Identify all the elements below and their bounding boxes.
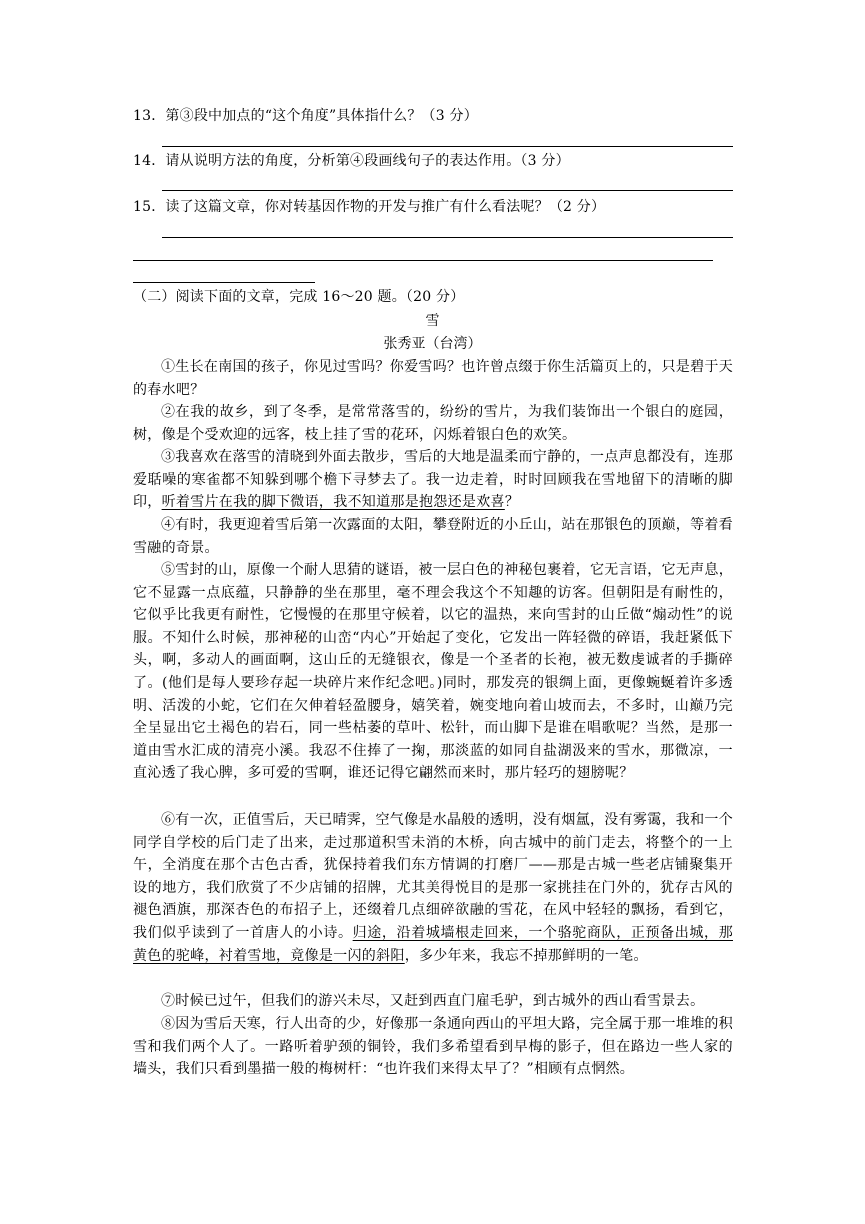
paragraph-3-text: ③我喜欢在落雪的清晓到外面去散步，雪后的大地是温柔而宁静的，一点声息都没有，连那爱聒噪的寒雀都不知躲到哪个檐下寻梦去了。我一边走着，时时回顾我在雪地留下的清晰的脚印， — [133, 449, 733, 511]
question-15 — [133, 196, 605, 218]
paragraph-5: ⑤雪封的山，原像一个耐人思猜的谜语，被一层白色的神秘包裹着，它无言语，它无声息，它不显露一点底蕴，只静静的坐在那里，毫不理会我这个不知趣的访客。但朝阳是有耐性的，它似乎比我更有耐性，它慢慢的在那里守候着，以它的温热，来向雪封的山丘做“煽动性”的说服。不知什么时候，那神秘的山峦“内心”开始起了变化，它发出一阵轻微的碎语，我赶紧低下头，啊，多动人的画面啊，这山丘的无缝银衣，像是一个圣者的长袍，被无数虔诚者的手撕碎了。(他们是每人要珍存起一块碎片来作纪念吧。)同时，那发亮的银绸上面，更像蜿蜒着许多透明、活泼的小蛇，它们在欠伸着轻盈腰身，嬉笑着，婉变地向着山坡而去，不多时，山巅乃完全呈显出它土褐色的岩石，同一些枯萎的草叶、松针，而山脚下是谁在唱歌呢？当然，是那一道由雪水汇成的清亮小溪。我忍不住捧了一掬，那淡蓝的如同自盐湖汲来的雪水，那微凉，一直沁透了我心脾，多可爱的雪啊，谁还记得它翩然而来时，那片轻巧的翅膀呢？ — [133, 562, 733, 782]
paragraph-3-end: ？ — [504, 494, 520, 511]
paragraph-6 — [133, 809, 733, 967]
paragraph-2: ②在我的故乡，到了冬季，是常常落雪的，纷纷的雪片，为我们装饰出一个银白的庭园，树，像是个受欢迎的远客，枝上挂了雪的花环，闪烁着银白色的欢笑。 — [133, 404, 733, 443]
underlined-sentence: 听着雪片在我的脚下微语，我不知道那是抱怨还是欢喜 — [161, 494, 505, 511]
question-number: 13． — [133, 108, 166, 124]
article-author: 张秀亚（台湾） — [383, 336, 482, 352]
answer-line[interactable] — [133, 260, 713, 261]
question-13 — [133, 105, 478, 127]
section-divider — [133, 282, 315, 283]
question-text: 第③段中加点的“这个角度”具体指什么？（3 分） — [165, 108, 478, 124]
paragraph-7: ⑦时候已过午，但我们的游兴未尽，又赶到西直门雇毛驴，到古城外的西山看雪景去。 — [161, 993, 705, 1009]
question-number: 15． — [133, 199, 166, 215]
question-text: 读了这篇文章，你对转基因作物的开发与推广有什么看法呢？（2 分） — [165, 199, 606, 215]
paragraph-3 — [133, 446, 733, 514]
paragraph-6-text: ⑥有一次，正值雪后，天已晴霁，空气像是水晶般的透明，没有烟氲，没有雾霭，我和一个同学自学校的后门走了出来，走过那道积雪未消的木桥，向古城中的前门走去，将整个的一上午，全消度在那个古色古香，犹保持着我们东方情调的打磨厂——那是古城一些老店铺聚集开设的地方，我们欣赏了不少店铺的招牌，尤其美得悦目的是那一家挑挂在门外的，犹存古风的褪色酒旗，那深杏色的布招子上，还缀着几点细碎欲融的雪花，在风中轻轻的飘扬，看到它，我们似乎读到了一首唐人的小诗。 — [133, 812, 733, 941]
paragraph-1: ①生长在南国的孩子，你见过雪吗？你爱雪吗？也许曾点缀于你生活篇页上的，只是碧于天的春水吧？ — [133, 359, 733, 398]
article-title: 雪 — [425, 313, 440, 329]
question-14 — [133, 150, 570, 172]
paragraph-4: ④有时，我更迎着雪后第一次露面的太阳，攀登附近的小丘山，站在那银色的顶巅，等着看雪融的奇景。 — [133, 517, 733, 556]
answer-line[interactable] — [162, 146, 733, 147]
question-number: 14． — [133, 153, 166, 169]
paragraph-8: ⑧因为雪后天寒，行人出奇的少，好像那一条通向西山的平坦大路，完全属于那一堆堆的积雪和我们两个人了。一路听着驴颈的铜铃，我们多希望看到早梅的影子，但在路边一些人家的墙头，我们只看到墨描一般的梅树杆：“也许我们来得太早了？”相顾有点惘然。 — [133, 1016, 733, 1078]
question-text: 请从说明方法的角度，分析第④段画线句子的表达作用。（3 分） — [165, 153, 570, 169]
section-heading: （二）阅读下面的文章，完成 16～20 题。（20 分） — [133, 289, 465, 305]
answer-line[interactable] — [162, 237, 733, 238]
underlined-sentence: 归途，沿着城墙根走回来，一个骆驼商队，正预备出城，那黄色的驼峰，衬着雪地，竟像是一闪的斜阳 — [133, 924, 733, 964]
paragraph-6-end: ，多少年来，我忘不掉那鲜明的一笔。 — [404, 947, 648, 964]
answer-line[interactable] — [162, 190, 733, 191]
